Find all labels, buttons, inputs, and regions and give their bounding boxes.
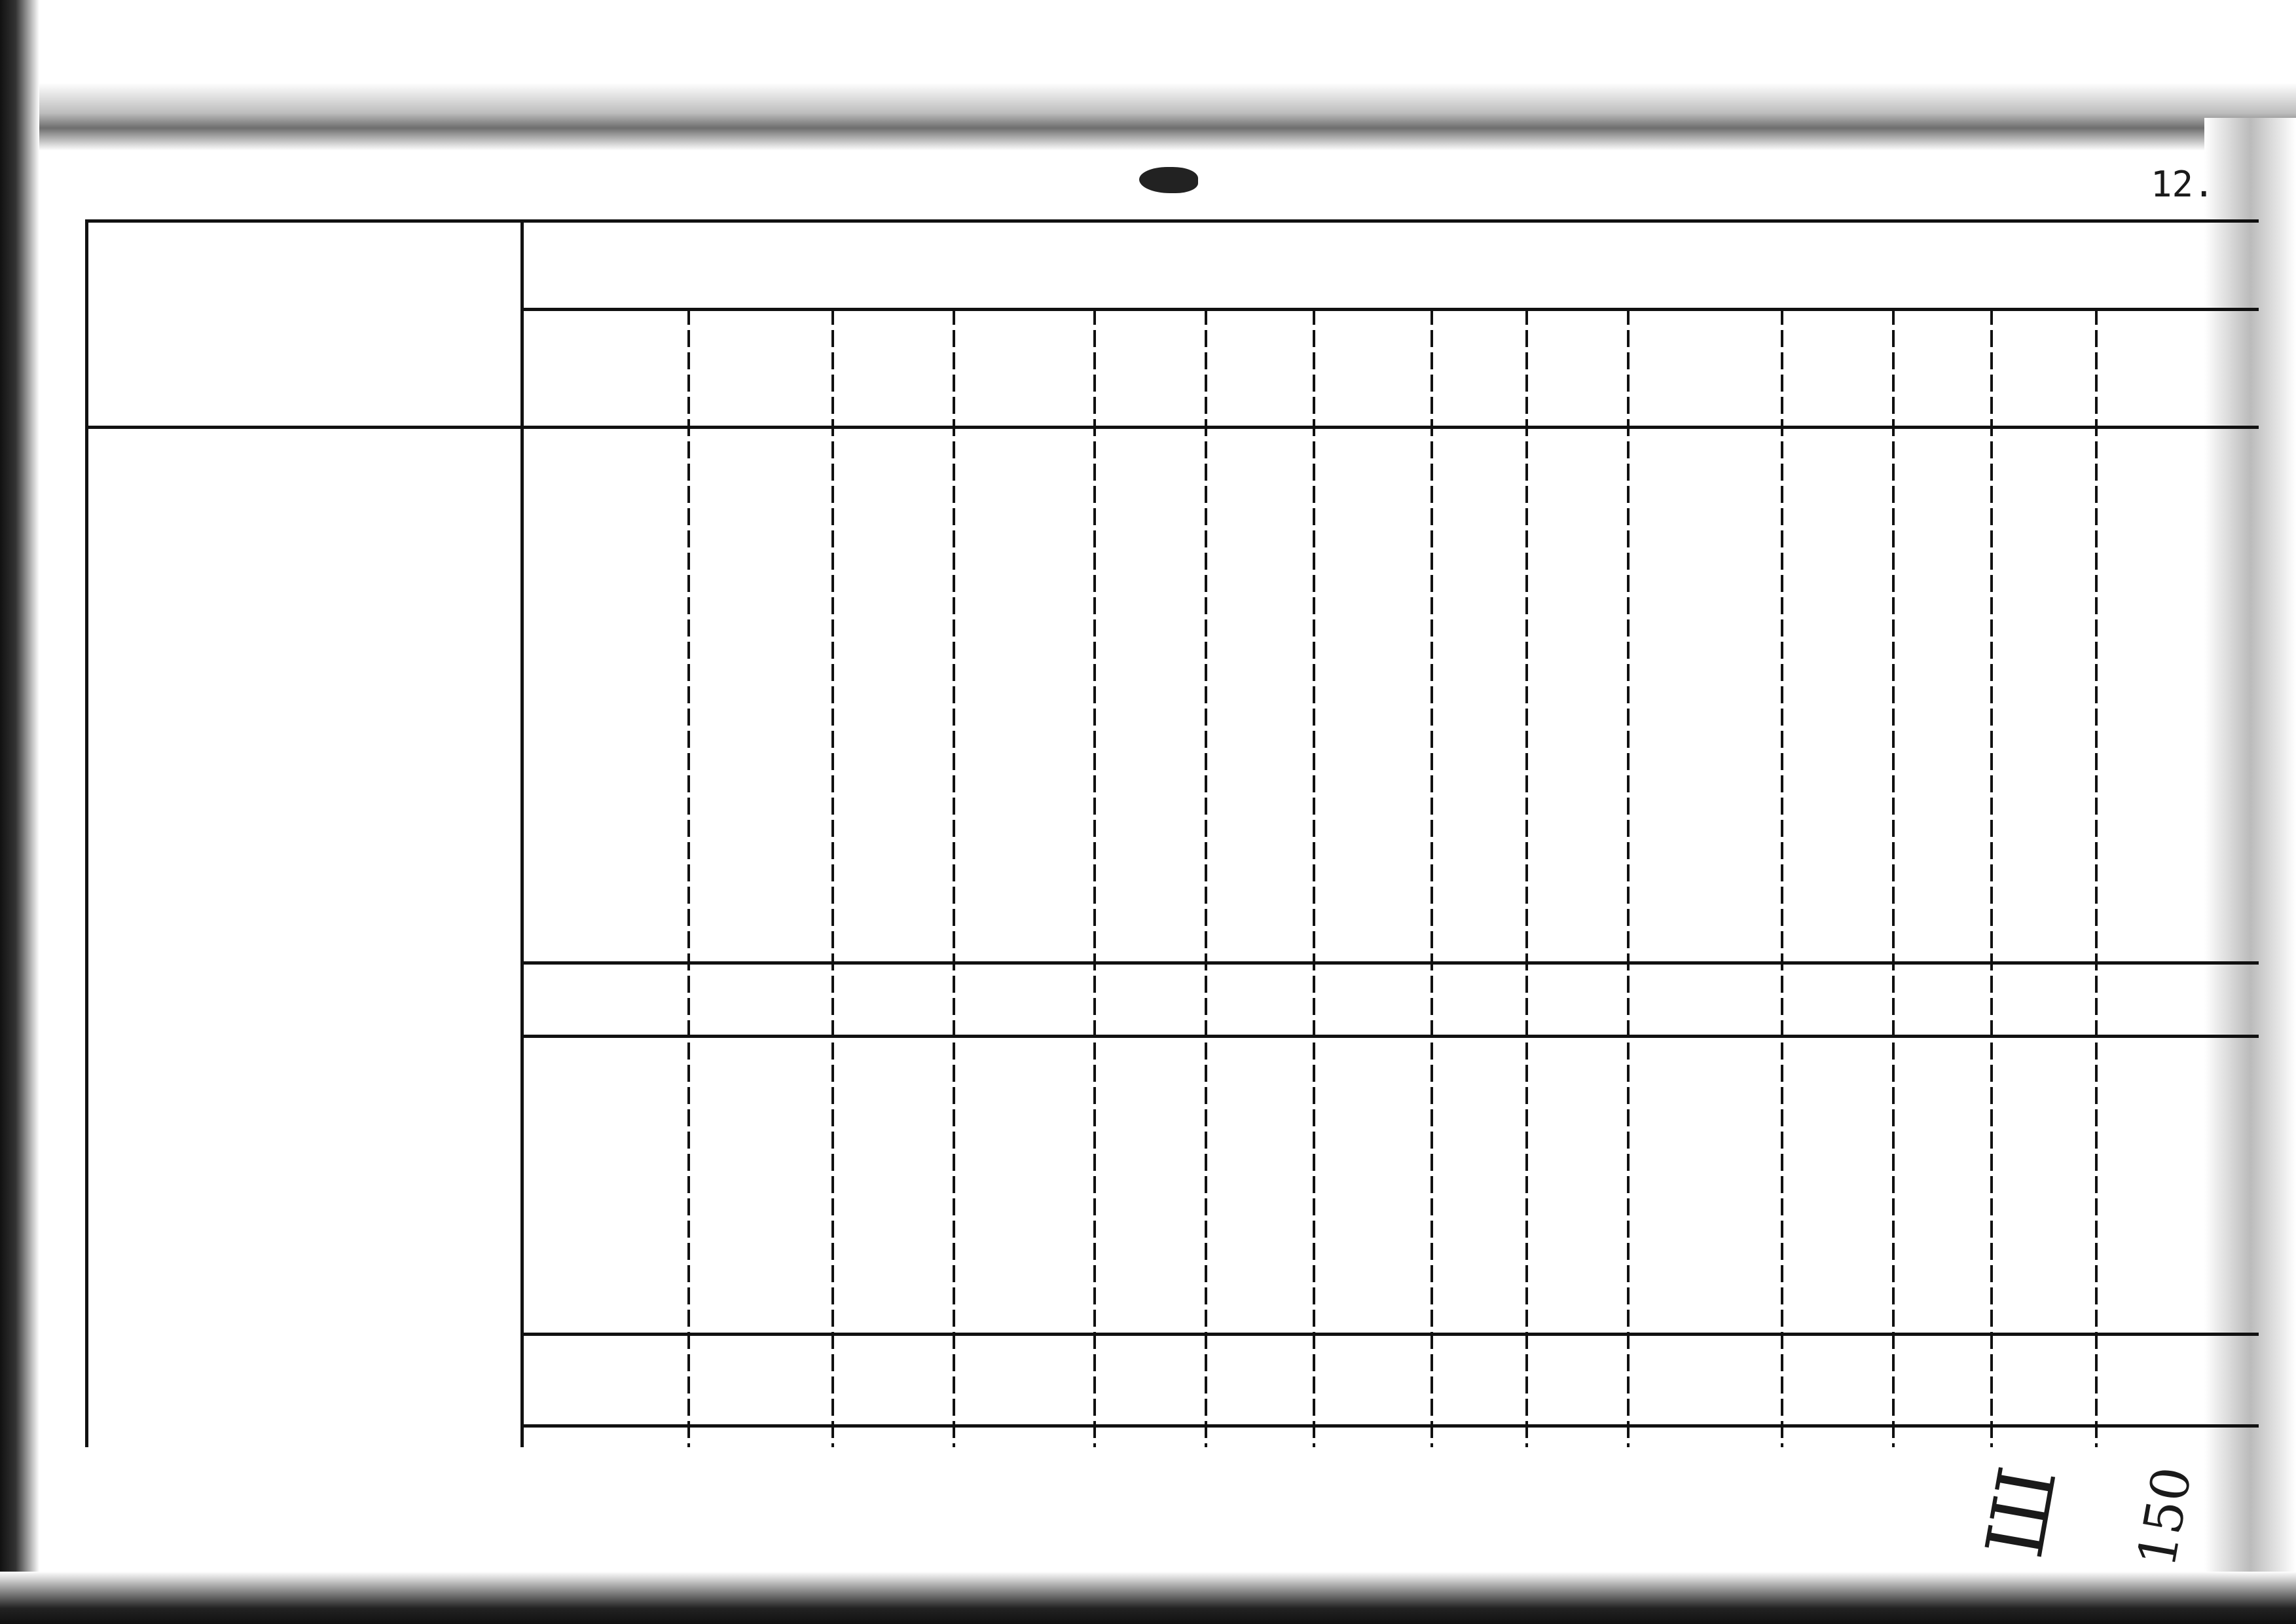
column-divider: [1430, 308, 1433, 1447]
scan-shadow-bottom: [0, 1572, 2296, 1624]
total-top-rule: [524, 1333, 2259, 1336]
column-divider: [1627, 308, 1630, 1447]
total-bottom-rule: [524, 1035, 2259, 1038]
label-column-divider: [520, 219, 524, 1447]
table-left-border: [85, 219, 88, 1447]
header-bottom-rule: [85, 426, 2259, 429]
column-divider: [1892, 308, 1895, 1447]
margin-note: 150: [2126, 1462, 2204, 1572]
scan-shadow-top: [0, 0, 2296, 151]
document-page: [13, 7, 2278, 1598]
total-top-rule: [524, 961, 2259, 965]
column-divider: [831, 308, 834, 1447]
column-divider: [1525, 308, 1528, 1447]
column-divider: [1990, 308, 1993, 1447]
header-top-rule: [85, 219, 2259, 223]
total-bottom-rule: [524, 1424, 2259, 1428]
column-divider: [1093, 308, 1096, 1447]
column-divider: [687, 308, 690, 1447]
column-divider: [1313, 308, 1315, 1447]
scan-shadow-right: [2204, 118, 2296, 1624]
ink-blot: [1139, 167, 1198, 193]
page-number: 12.: [2151, 164, 2215, 205]
column-divider: [1205, 308, 1207, 1447]
scan-shadow-left: [0, 0, 39, 1624]
group-title-rule: [524, 308, 2259, 311]
column-divider: [2095, 308, 2098, 1447]
column-divider: [953, 308, 955, 1447]
column-divider: [1781, 308, 1783, 1447]
handwritten-marks: Ш: [1969, 1460, 2075, 1564]
